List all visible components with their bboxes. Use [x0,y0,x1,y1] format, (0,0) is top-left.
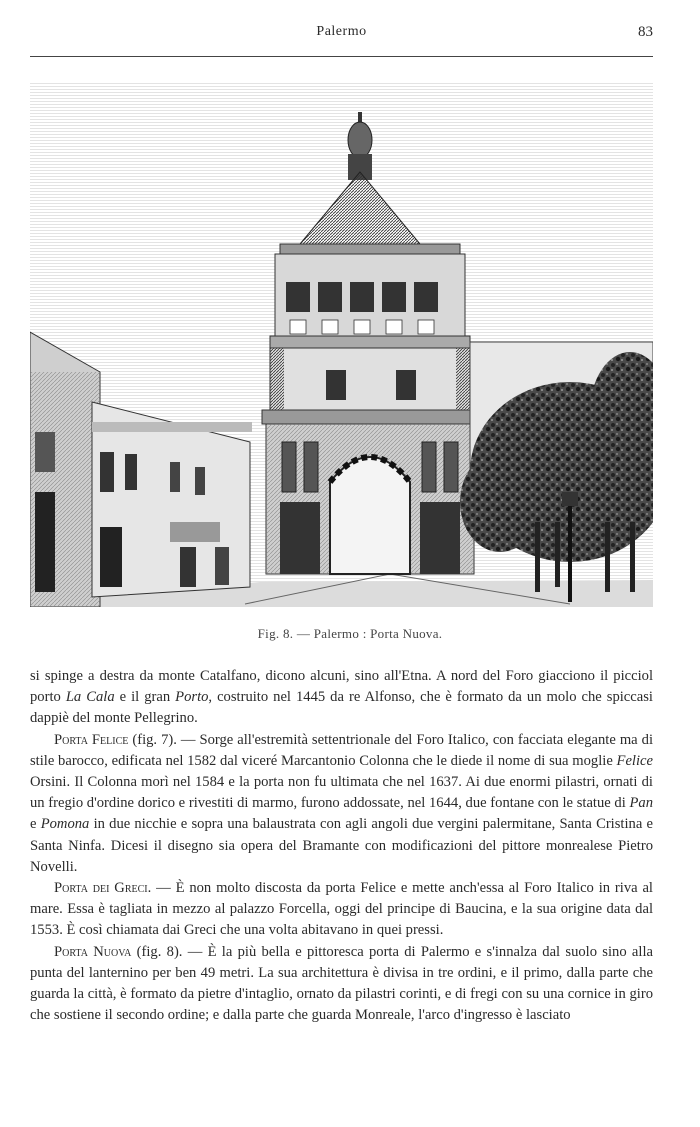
figure-porta-nuova-engraving [30,82,653,607]
section-heading: Porta Felice [54,731,129,748]
text-run: si spinge a destra da monte Catalfano, dicono alcuni, sino all'Etna. A nord del Foro giacciono il picciol porto [30,668,653,706]
section-heading: Porta dei Greci [54,880,148,897]
text-run: , costruito nel 1445 da re Alfonso, che è formato da un molo che spiccasi dappiè del monte Pellegrino. [30,689,653,727]
section-heading: Porta Nuova [54,943,132,960]
paragraph [30,666,653,730]
italic-name: Porto [175,689,209,706]
paragraph [30,730,653,878]
paragraph [30,878,653,942]
text-run: e il gran [114,689,176,706]
figure-caption: Fig. 8. — Palermo : Porta Nuova. [257,626,443,641]
text-run: (fig. 7). — Sorge all'estremità settentrionale del Foro Italico, con facciata elegante ma di stile barocco, edificata nel 1582 dal viceré Marcantonio Colonna che le diede il nome di sua moglie [30,731,653,769]
text-run: (fig. 8). — È la più bella e pittoresca porta di Palermo e s'innalza dal suolo sino alla punta del lanternino per ben 49 metri. La sua architettura è divisa in tre ordini, e il primo, dalla parte che guarda la città, è formato da pietre d'intaglio, ornato da pilastri corinti, e di fregi con su una cornice in giro che sostiene il secondo ordine; e dalla parte che guarda Monreale, l'arco d'ingresso è lasciato [30,943,653,1024]
text-run: in due nicchie e sopra una balaustrata con agli angoli due vergini palermitane, Santa Cristina e Santa Ninfa. Dicesi il disegno sia opera del Bramante con modificazioni del pittore monrealese Pietro Novelli. [30,816,653,875]
text-run: Orsini. Il Colonna morì nel 1584 e la porta non fu ultimata che nel 1637. Ai due enormi pilastri, ornati di un fregio d'ordine dorico e rivestiti di marmo, furono addossate, nel 1644, due fontane con le statue di [30,774,653,812]
page-number: 83 [638,24,653,40]
text-run: . — È non molto discosta da porta Felice e mette anch'essa al Foro Italico in riva al mare. Essa è tagliata in mezzo al palazzo Forcella, oggi del principe di Baucina, e la sua origine data dal 1553. È così chiamata dai Greci che una volta abitavano in quei pressi. [30,880,653,939]
header-rule [30,56,653,57]
text-run: e [30,816,41,833]
running-title: Palermo [316,24,367,39]
italic-name: Pomona [40,816,90,833]
paragraph [30,942,653,1027]
italic-name: Pan [629,795,653,812]
running-head [30,24,653,50]
italic-name: La Cala [65,689,115,706]
italic-name: Felice [616,752,653,769]
body-text [30,666,653,1026]
